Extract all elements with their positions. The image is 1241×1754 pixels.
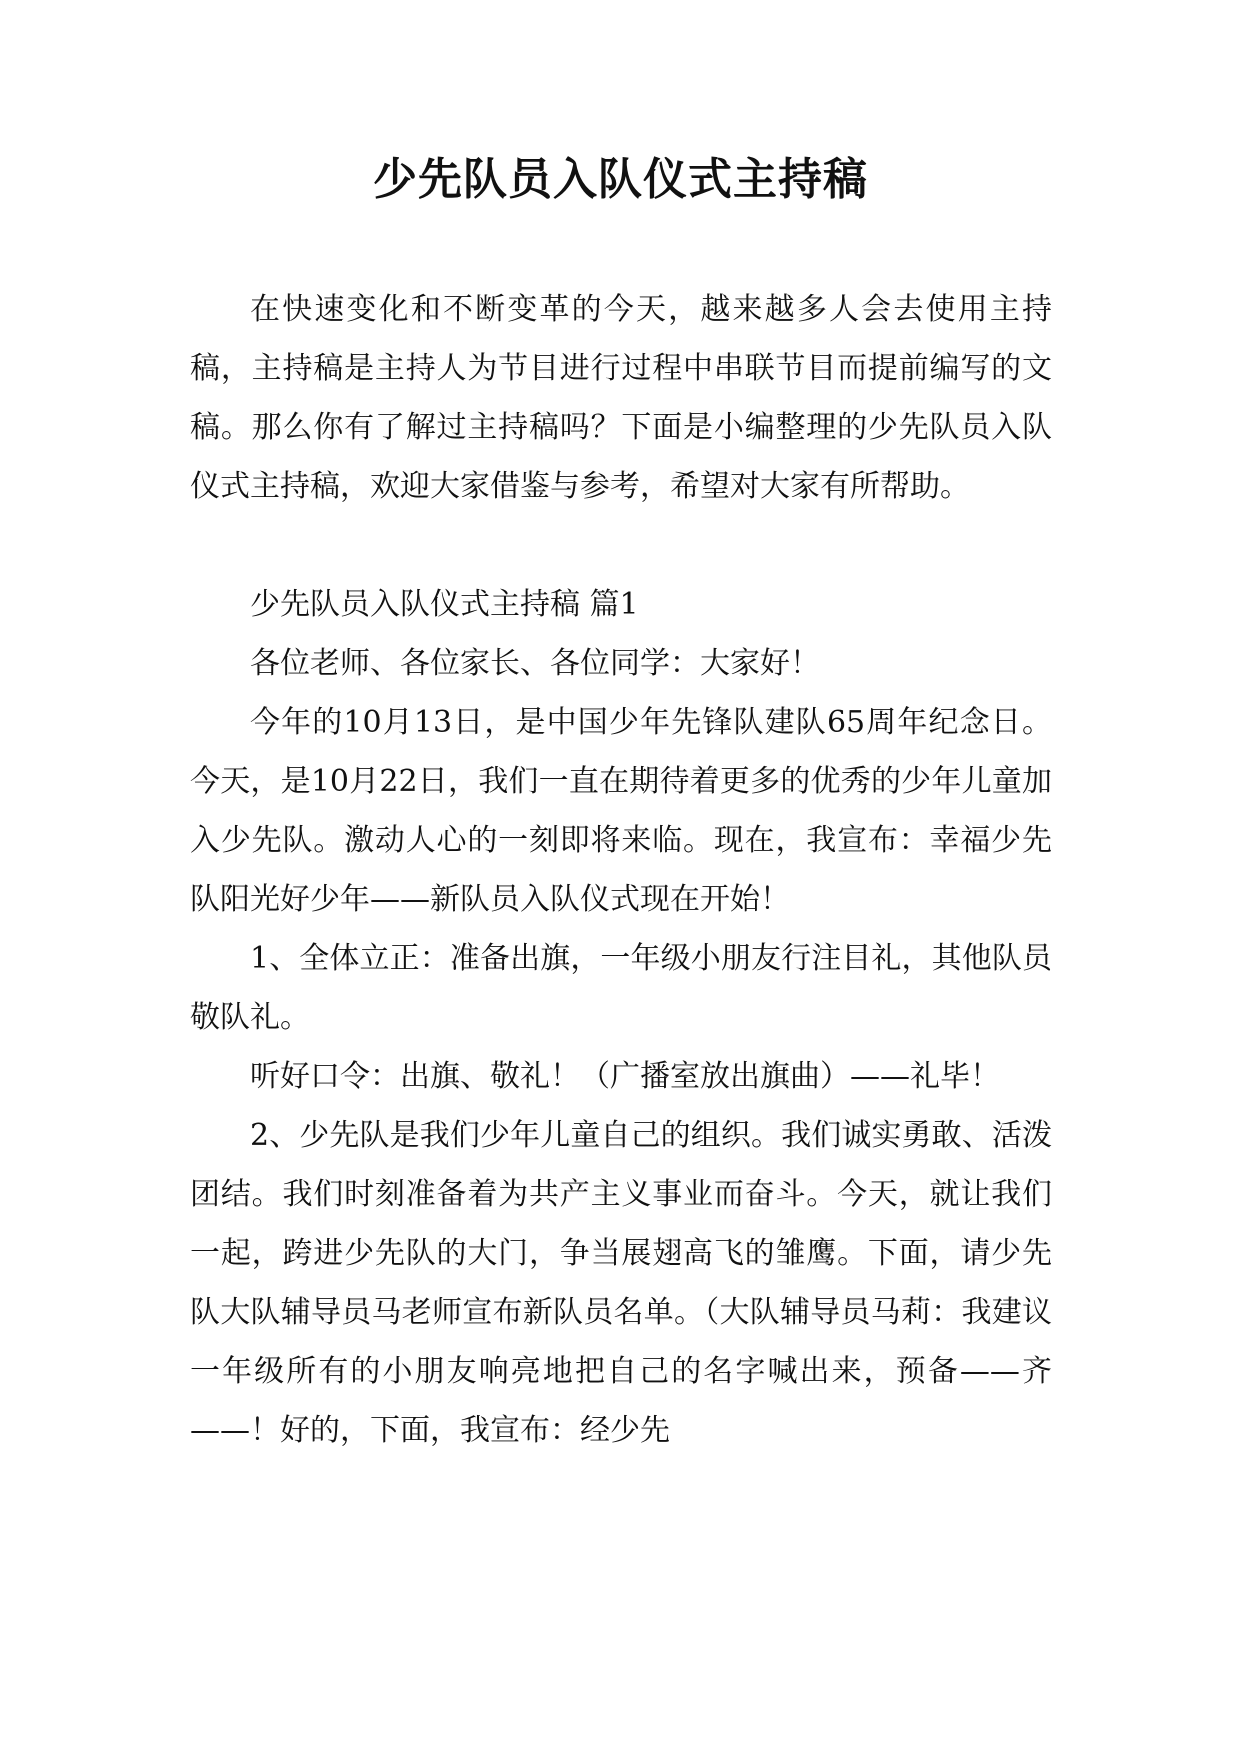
section-heading: 少先队员入队仪式主持稿 篇1 bbox=[250, 587, 639, 622]
body-paragraph: 各位老师、各位家长、各位同学：大家好！ bbox=[250, 646, 820, 681]
body-paragraph: 2、少先队是我们少年儿童自己的组织。我们诚实勇敢、活泼团结。我们时刻准备着为共产主义事业而奋斗。今天，就让我们一起，跨进少先队的大门，争当展翅高飞的雏鹰。下面，请少先队大队辅导员马老师宣布新队员名单。（大队辅导员马莉：我建议一年级所有的小朋友响亮地把自己的名字喊出来，预备——齐——！好的，下面，我宣布：经少先 bbox=[190, 1118, 1052, 1448]
document-body bbox=[190, 280, 1052, 1460]
body-paragraph: 1、全体立正：准备出旗，一年级小朋友行注目礼，其他队员敬队礼。 bbox=[190, 941, 1052, 1035]
paragraph-gap bbox=[190, 516, 1052, 575]
intro-paragraph: 在快速变化和不断变革的今天，越来越多人会去使用主持稿，主持稿是主持人为节目进行过程中串联节目而提前编写的文稿。那么你有了解过主持稿吗？下面是小编整理的少先队员入队仪式主持稿，欢迎大家借鉴与参考，希望对大家有所帮助。 bbox=[190, 292, 1052, 504]
body-paragraph: 今年的10月13日，是中国少年先锋队建队65周年纪念日。今天，是10月22日，我们一直在期待着更多的优秀的少年儿童加入少先队。激动人心的一刻即将来临。现在，我宣布：幸福少先队阳光好少年——新队员入队仪式现在开始！ bbox=[190, 705, 1052, 917]
body-paragraph: 听好口令：出旗、敬礼！（广播室放出旗曲）——礼毕！ bbox=[250, 1059, 1000, 1094]
document-title: 少先队员入队仪式主持稿 bbox=[373, 154, 868, 205]
